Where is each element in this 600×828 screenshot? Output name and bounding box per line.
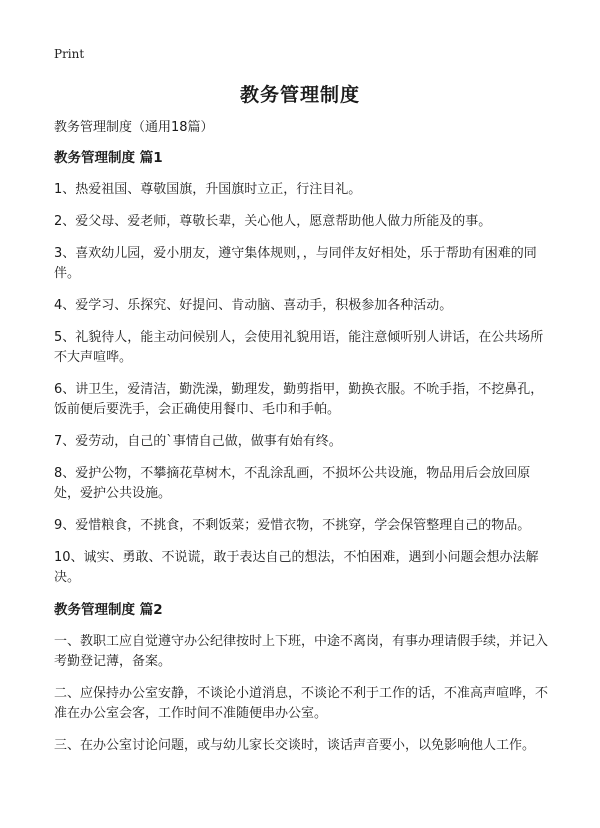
document-subtitle: 教务管理制度（通用18篇） bbox=[54, 120, 214, 135]
paragraph: 8、爱护公物，不攀摘花草树木，不乱涂乱画，不损坏公共设施，物品用后会放回原处，爱护公共设施。 bbox=[54, 466, 531, 501]
paragraph: 2、爱父母、爱老师，尊敬长辈，关心他人，愿意帮助他人做力所能及的事。 bbox=[54, 214, 492, 229]
paragraph: 3、喜欢幼儿园，爱小朋友，遵守集体规则，，与同伴友好相处，乐于帮助有困难的同伴。 bbox=[54, 246, 537, 281]
print-link[interactable]: Print bbox=[54, 47, 85, 61]
section-heading: 教务管理制度 篇1 bbox=[54, 150, 163, 166]
paragraph: 1、热爱祖国、尊敬国旗，升国旗时立正，行注目礼。 bbox=[54, 182, 362, 197]
paragraph: 4、爱学习、乐探究、好提问、肯动脑、喜动手，积极参加各种活动。 bbox=[54, 298, 453, 313]
section-heading: 教务管理制度 篇2 bbox=[54, 602, 163, 618]
paragraph: 二、应保持办公室安静，不谈论小道消息，不谈论不利于工作的话，不准高声喧哗，不准在办公室会客，工作时间不准随便串办公室。 bbox=[54, 686, 549, 721]
paragraph: 一、教职工应自觉遵守办公纪律按时上下班，中途不离岗，有事办理请假手续，并记入考勤登记薄，备案。 bbox=[54, 634, 549, 669]
paragraph: 三、在办公室讨论问题，或与幼儿家长交谈时，谈话声音要小，以免影响他人工作。 bbox=[54, 738, 536, 753]
section-1 bbox=[54, 148, 550, 588]
paragraph: 5、礼貌待人，能主动问候别人，会使用礼貌用语，能注意倾听别人讲话，在公共场所不大声喧哗。 bbox=[54, 330, 544, 365]
document-title: 教务管理制度 bbox=[239, 84, 360, 106]
section-2 bbox=[54, 600, 550, 756]
paragraph: 9、爱惜粮食，不挑食，不剩饭菜；爱惜衣物，不挑穿，学会保管整理自己的物品。 bbox=[54, 518, 531, 533]
paragraph: 6、讲卫生，爱清洁，勤洗澡，勤理发，勤剪指甲，勤换衣服。不吮手指，不挖鼻孔，饭前便后要洗手，会正确使用餐巾、毛巾和手帕。 bbox=[54, 382, 544, 417]
document-body bbox=[54, 118, 550, 768]
paragraph: 7、爱劳动，自己的`事情自己做，做事有始有终。 bbox=[54, 434, 342, 449]
paragraph: 10、诚实、勇敢、不说谎，敢于表达自己的想法，不怕困难，遇到小问题会想办法解决。 bbox=[54, 550, 539, 585]
